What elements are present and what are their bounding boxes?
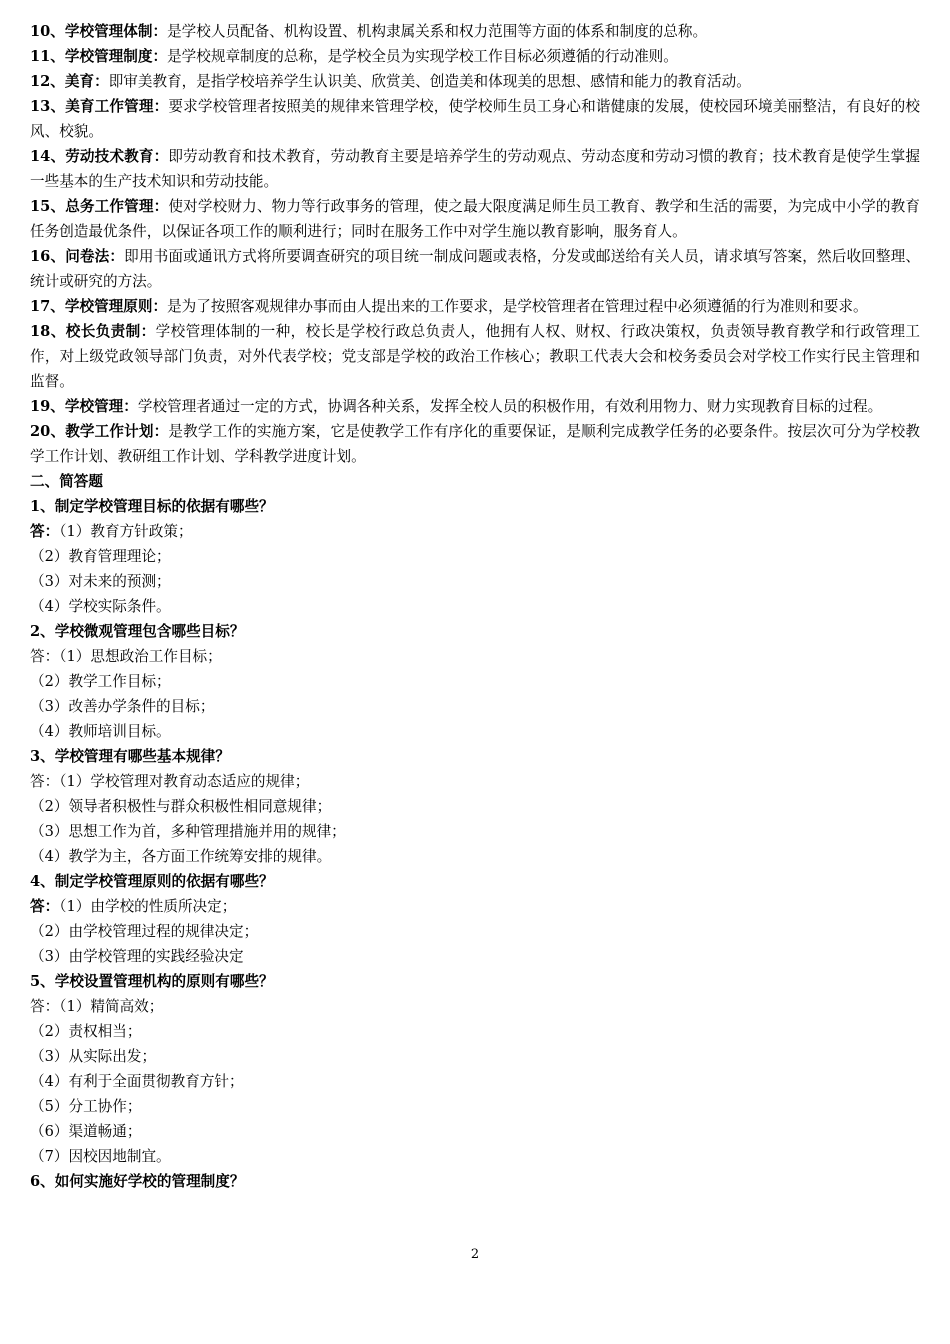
answer-item: （4）教师培训目标。: [30, 723, 171, 740]
answer-prefix: 答：: [30, 648, 60, 665]
answer-item: （2）由学校管理过程的规律决定；: [30, 923, 259, 940]
definition-text: 学校管理者通过一定的方式，协调各种关系，发挥全校人员的积极作用，有效利用物力、财力实现教育目标的过程。: [137, 398, 883, 415]
definition-text: 即劳动教育和技术教育，劳动教育主要是培养学生的劳动观点、劳动态度和劳动习惯的教育；技术教育是使学生掌握一些基本的生产技术知识和劳动技能。: [30, 148, 920, 190]
question-title: 1、制定学校管理目标的依据有哪些？: [30, 498, 274, 515]
answer-item: （3）从实际出发；: [30, 1048, 157, 1065]
definition-item: [30, 44, 920, 69]
section-heading: 二、简答题: [30, 473, 103, 490]
definition-term: 10、学校管理体制：: [30, 23, 168, 40]
definition-item: [30, 319, 920, 394]
answer-item: （1）精简高效；: [59, 998, 164, 1015]
answer-item: （1）教育方针政策；: [59, 523, 193, 540]
definitions-list: [30, 19, 920, 469]
definition-term: 13、美育工作管理：: [30, 98, 169, 115]
page-number: 2: [470, 1247, 480, 1262]
answer-line: [30, 819, 920, 844]
definition-term: 16、问卷法：: [30, 248, 125, 265]
answer-item: （5）分工协作；: [30, 1098, 142, 1115]
answer-item: （7）因校因地制宜。: [30, 1148, 171, 1165]
definition-text: 是教学工作的实施方案，它是使教学工作有序化的重要保证，是顺利完成教学任务的必要条件。按层次可分为学校教学工作计划、教研组工作计划、学科教学进度计划。: [30, 423, 920, 465]
answer-prefix: 答：: [30, 773, 60, 790]
definition-text: 学校管理体制的一种，校长是学校行政总负责人，他拥有人权、财权、行政决策权，负责领导教育教学和行政管理工作，对上级党政领导部门负责，对外代表学校；党支部是学校的政治工作核心；教职工代表大会和校务委员会对学校工作实行民主管理和监督。: [30, 323, 920, 390]
answer-prefix: 答：: [30, 523, 60, 540]
definition-text: 即用书面或通讯方式将所要调查研究的项目统一制成问题或表格，分发或邮送给有关人员，请求填写答案，然后收回整理、统计或研究的方法。: [30, 248, 921, 290]
answer-line: [30, 644, 920, 669]
answer-item: （1）由学校的性质所决定；: [59, 898, 237, 915]
answer-line: [30, 569, 920, 594]
definition-term: 12、美育：: [30, 73, 109, 90]
question-title: 3、学校管理有哪些基本规律？: [30, 748, 230, 765]
definition-term: 20、教学工作计划：: [30, 423, 169, 440]
answer-line: [30, 1044, 920, 1069]
answer-item: （3）对未来的预测；: [30, 573, 171, 590]
definition-term: 15、总务工作管理：: [30, 198, 169, 215]
answer-prefix: 答：: [30, 898, 60, 915]
answer-item: （2）教育管理理论；: [30, 548, 171, 565]
question-title: 4、制定学校管理原则的依据有哪些？: [30, 873, 274, 890]
answer-line: [30, 994, 920, 1019]
definition-text: 是学校人员配备、机构设置、机构隶属关系和权力范围等方面的体系和制度的总称。: [167, 23, 708, 40]
answer-item: （2）责权相当；: [30, 1023, 142, 1040]
definition-term: 18、校长负责制：: [30, 323, 156, 340]
definition-item: [30, 294, 920, 319]
answer-item: （2）教学工作目标；: [30, 673, 171, 690]
answer-line: [30, 769, 920, 794]
answer-line: [30, 719, 920, 744]
definition-term: 14、劳动技术教育：: [30, 148, 169, 165]
answer-line: [30, 544, 920, 569]
answer-line: [30, 1069, 920, 1094]
question-title: 5、学校设置管理机构的原则有哪些？: [30, 973, 274, 990]
definition-text: 是学校规章制度的总称，是学校全员为实现学校工作目标必须遵循的行动准则。: [167, 48, 678, 65]
answer-line: [30, 1119, 920, 1144]
definition-item: [30, 69, 920, 94]
answer-line: [30, 844, 920, 869]
answer-line: [30, 519, 920, 544]
answer-line: [30, 919, 920, 944]
answer-line: [30, 944, 920, 969]
answer-line: [30, 594, 920, 619]
question-title: 6、如何实施好学校的管理制度？: [30, 1173, 245, 1190]
definition-item: [30, 144, 920, 194]
answer-item: （1）思想政治工作目标；: [59, 648, 222, 665]
definition-term: 11、学校管理制度：: [30, 48, 168, 65]
definition-text: 即审美教育，是指学校培养学生认识美、欣赏美、创造美和体现美的思想、感情和能力的教育活动。: [108, 73, 751, 90]
answer-line: [30, 694, 920, 719]
answer-line: [30, 894, 920, 919]
definition-item: [30, 244, 920, 294]
definition-item: [30, 94, 920, 144]
definition-text: 要求学校管理者按照美的规律来管理学校，使学校师生员工身心和谐健康的发展，使校园环境美丽整洁，有良好的校风、校貌。: [30, 98, 920, 140]
answer-item: （6）渠道畅通；: [30, 1123, 142, 1140]
definition-text: 使对学校财力、物力等行政事务的管理，使之最大限度满足师生员工教育、教学和生活的需要，为完成中小学的教育任务创造最优条件，以保证各项工作的顺利进行；同时在服务工作中对学生施以教育影响，服务育人。: [30, 198, 920, 240]
answer-item: （1）学校管理对教育动态适应的规律；: [59, 773, 310, 790]
answer-line: [30, 794, 920, 819]
answer-item: （3）改善办学条件的目标；: [30, 698, 215, 715]
definition-item: [30, 394, 920, 419]
questions-list: [30, 494, 920, 1194]
definition-text: 是为了按照客观规律办事而由人提出来的工作要求，是学校管理者在管理过程中必须遵循的行为准则和要求。: [167, 298, 868, 315]
answer-line: [30, 1019, 920, 1044]
answer-item: （4）有利于全面贯彻教育方针；: [30, 1073, 244, 1090]
answer-item: （4）学校实际条件。: [30, 598, 171, 615]
answer-item: （3）思想工作为首，多种管理措施并用的规律；: [30, 823, 346, 840]
answer-item: （2）领导者积极性与群众积极性相同意规律；: [30, 798, 332, 815]
answer-item: （3）由学校管理的实践经验决定: [30, 948, 244, 965]
definition-term: 17、学校管理原则：: [30, 298, 168, 315]
answer-prefix: 答：: [30, 998, 60, 1015]
answer-line: [30, 669, 920, 694]
definition-item: [30, 19, 920, 44]
answer-line: [30, 1144, 920, 1169]
definition-term: 19、学校管理：: [30, 398, 138, 415]
definition-item: [30, 419, 920, 469]
answer-item: （4）教学为主，各方面工作统筹安排的规律。: [30, 848, 332, 865]
definition-item: [30, 194, 920, 244]
question-title: 2、学校微观管理包含哪些目标？: [30, 623, 245, 640]
answer-line: [30, 1094, 920, 1119]
